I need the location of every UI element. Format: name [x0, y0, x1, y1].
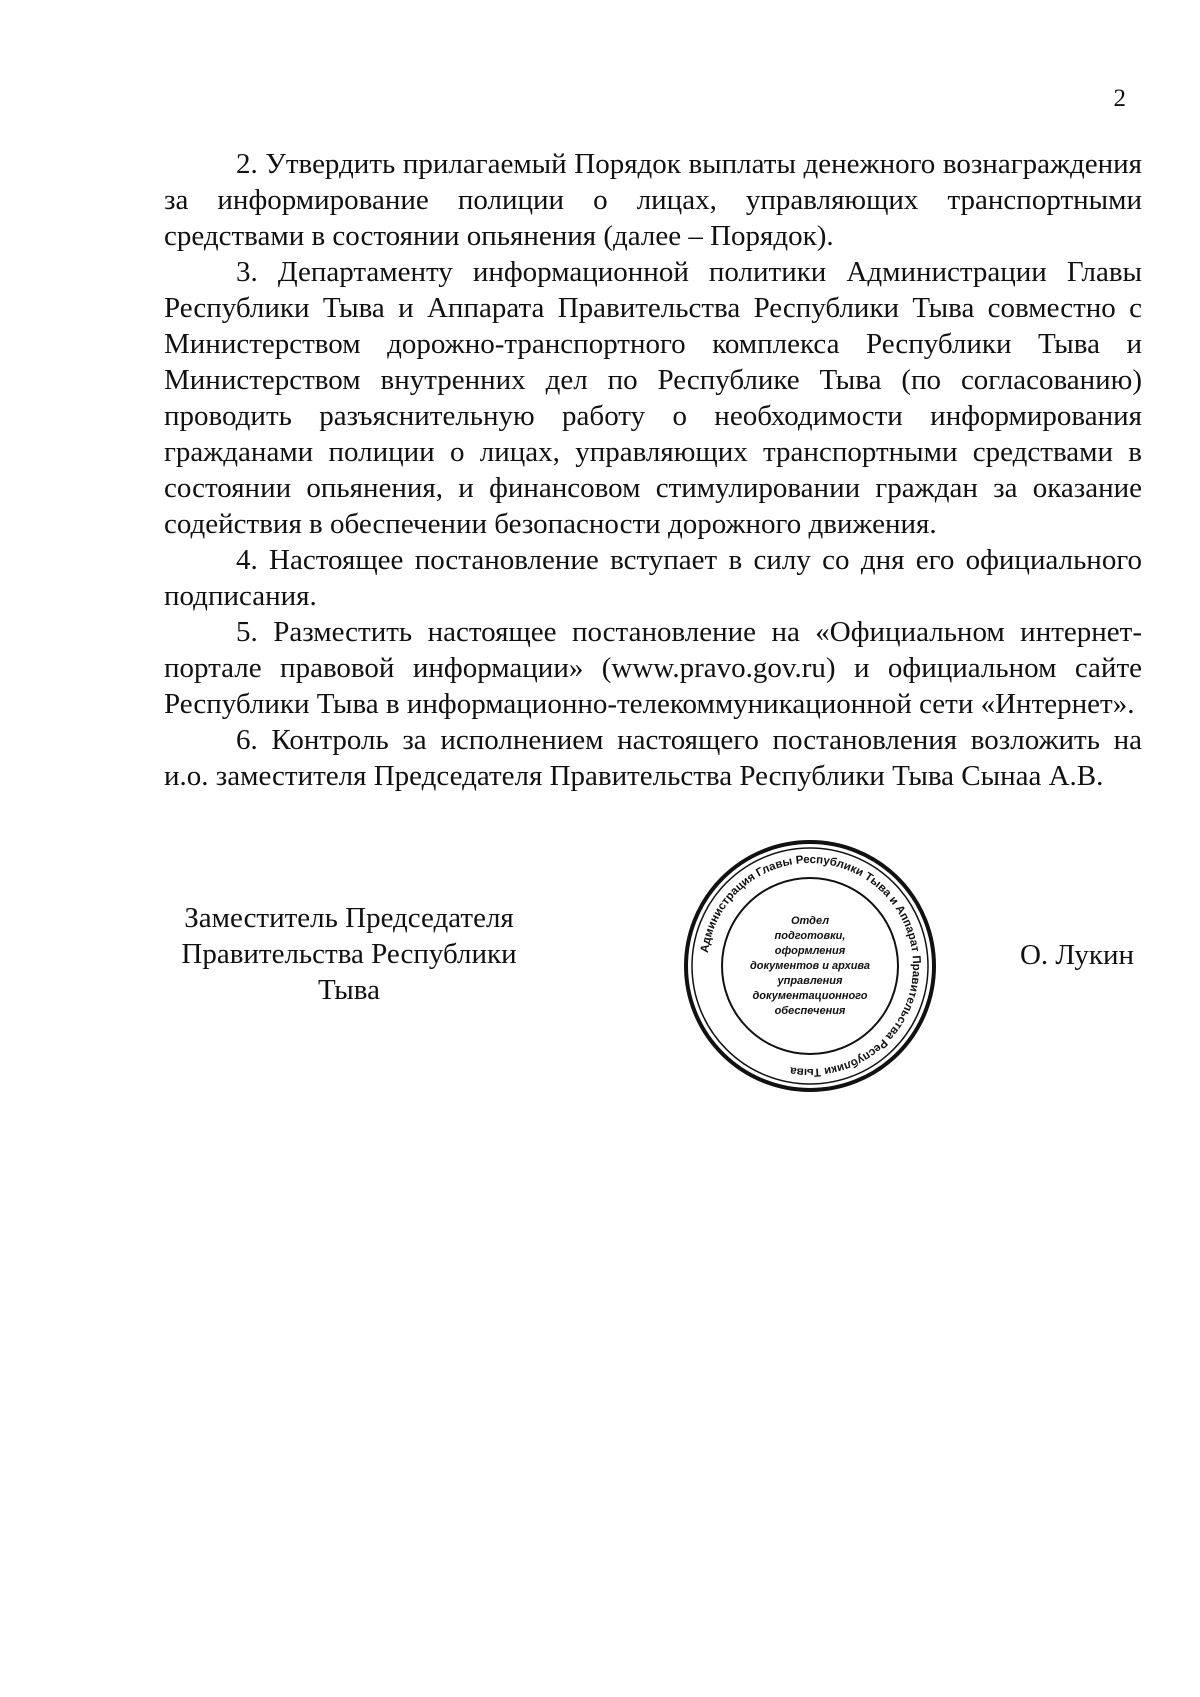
page-number: 2	[1113, 85, 1126, 112]
signatory-position-line-1: Заместитель Председателя	[184, 902, 514, 934]
paragraph-item-4: 4. Настоящее постановление вступает в силу со дня его официального подписания.	[164, 544, 1142, 612]
seal-inner-line-4: документов и архива	[749, 960, 871, 972]
seal-inner-line-3: оформления	[774, 945, 846, 957]
signatory-position-line-2: Правительства Республики Тыва	[181, 938, 517, 1006]
seal-inner-line-7: обеспечения	[774, 1005, 846, 1017]
seal-outer-text-path: Администрация Главы Республики Тыва и Аппарат Правительства Республики Тыва	[698, 853, 923, 1079]
official-seal	[682, 838, 938, 1094]
seal-inner-line-5: управления	[777, 975, 843, 987]
paragraph-item-3: 3. Департаменту информационной политики Администрации Главы Республики Тыва и Аппарата Правительства Республики Тыва совместно с Министерством дорожно-транспортного комплекса Республики Тыва и Министерством внутренних дел по Республике Тыва (по согласованию) проводить разъяснительную работу о необходимости информирования гражданами полиции о лицах, управляющих транспортными средствами в состоянии опьянения, и финансовом стимулировании граждан за оказание содействия в обеспечении безопасности дорожного движения.	[164, 256, 1142, 540]
seal-inner-line-6: документационного	[752, 990, 868, 1002]
seal-inner-line-2: подготовки,	[774, 930, 846, 942]
paragraph-item-6: 6. Контроль за исполнением настоящего постановления возложить на и.о. заместителя Председателя Правительства Республики Тыва Сынаа А.В.	[164, 724, 1142, 792]
paragraph-item-5: 5. Разместить настоящее постановление на «Официальном интернет-портале правовой информации» (www.pravo.gov.ru) и официальном сайте Республики Тыва в информационно-телекоммуникационной сети «Интернет».	[164, 616, 1142, 720]
paragraph-item-2: 2. Утвердить прилагаемый Порядок выплаты денежного вознаграждения за информирование полиции о лицах, управляющих транспортными средствами в состоянии опьянения (далее – Порядок).	[164, 148, 1142, 252]
document-body	[164, 146, 1142, 794]
seal-inner-line-1: Отдел	[790, 915, 830, 927]
signatory-position	[164, 900, 534, 1008]
signatory-name: О. Лукин	[1019, 939, 1134, 971]
